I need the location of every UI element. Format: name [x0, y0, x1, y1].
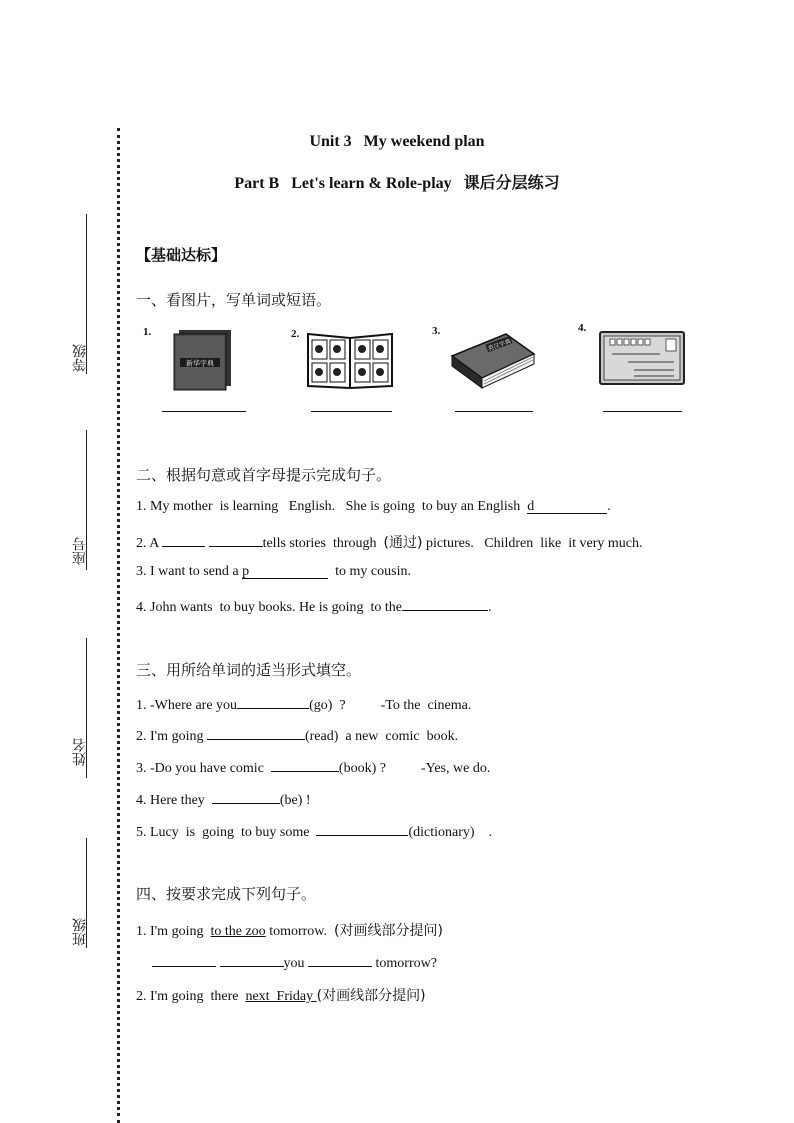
section2-title: 二、根据句意或首字母提示完成句子。 [136, 466, 392, 484]
s4-q1-underlined-phrase: to the zoo [210, 924, 266, 939]
binding-dotted-line [117, 128, 120, 1123]
s4-q1-blank-1[interactable] [152, 952, 216, 967]
section4-title: 四、按要求完成下列句子。 [136, 885, 317, 903]
side-label-name: 姓名 [72, 738, 88, 766]
s3-question-4: 4. Here they (be) ! [136, 789, 311, 809]
s3-question-3: 3. -Do you have comic (book) ? -Yes, we do. [136, 757, 490, 777]
side-label-class: 班级 [72, 918, 88, 946]
dictionary-book-icon [172, 328, 234, 397]
pic3-number: 3. [432, 325, 441, 337]
s2-question-3: 3. I want to send a p to my cousin. [136, 564, 411, 579]
s3-q4-blank[interactable] [212, 789, 280, 804]
s2-q3-blank[interactable]: p [242, 564, 328, 579]
s4-q1-answer-line: you tomorrow? [152, 952, 437, 972]
page-subtitle [0, 170, 794, 193]
s3-q1-blank[interactable] [237, 694, 309, 709]
s3-q2-blank[interactable] [207, 725, 305, 740]
level-tag: 【基础达标】 [136, 246, 227, 264]
pic2-number: 2. [291, 328, 300, 340]
pic4-number: 4. [578, 322, 587, 334]
thick-dictionary-icon [446, 330, 538, 395]
subtitle-en: Part B Let's learn & Role-play [234, 175, 452, 192]
s4-q1-blank-2[interactable] [220, 952, 284, 967]
s2-question-4: 4. John wants to buy books. He is going to the . [136, 596, 492, 616]
section1-title: 一、看图片，写单词或短语。 [136, 291, 332, 309]
svg-text:英汉字典: 英汉字典 [487, 338, 512, 353]
s3-q3-blank[interactable] [271, 757, 339, 772]
comic-book-icon [306, 330, 394, 395]
s3-question-5: 5. Lucy is going to buy some (dictionary) . [136, 821, 492, 841]
side-label-seat: 座号 [72, 537, 88, 565]
s3-question-1: 1. -Where are you (go) ? -To the cinema. [136, 694, 471, 714]
side-label-grade: 等级 [72, 344, 88, 372]
s3-question-2: 2. I'm going (read) a new comic book. [136, 725, 458, 745]
page-title: Unit 3 My weekend plan [309, 133, 485, 150]
subtitle-cn: 课后分层练习 [463, 173, 560, 192]
s4-q2-underlined-phrase: next Friday [245, 989, 317, 1004]
s2-q4-blank[interactable] [402, 596, 488, 611]
pic1-answer-line[interactable] [162, 411, 246, 412]
s4-q1-blank-3[interactable] [308, 952, 372, 967]
s2-q1-blank[interactable]: d [527, 499, 607, 514]
s4-question-1: 1. I'm going to the zoo tomorrow. (对画线部分提问) [136, 923, 443, 939]
pic3-answer-line[interactable] [455, 411, 533, 412]
pic4-answer-line[interactable] [603, 411, 682, 412]
s2-q2-blank-1[interactable] [162, 532, 205, 547]
svg-text:新华字典: 新华字典 [186, 359, 214, 368]
pic2-answer-line[interactable] [311, 411, 392, 412]
s2-question-2: 2. A tells stories through (通过) pictures. Children like it very much. [136, 532, 643, 552]
s3-q5-blank[interactable] [316, 821, 408, 836]
postcard-icon [598, 330, 686, 391]
s4-question-2: 2. I'm going there next Friday (对画线部分提问) [136, 988, 426, 1004]
s2-q2-blank-2[interactable] [209, 532, 263, 547]
pic1-number: 1. [143, 326, 152, 338]
s2-question-1: 1. My mother is learning English. She is going to buy an English d . [136, 499, 611, 514]
section3-title: 三、用所给单词的适当形式填空。 [136, 661, 362, 679]
